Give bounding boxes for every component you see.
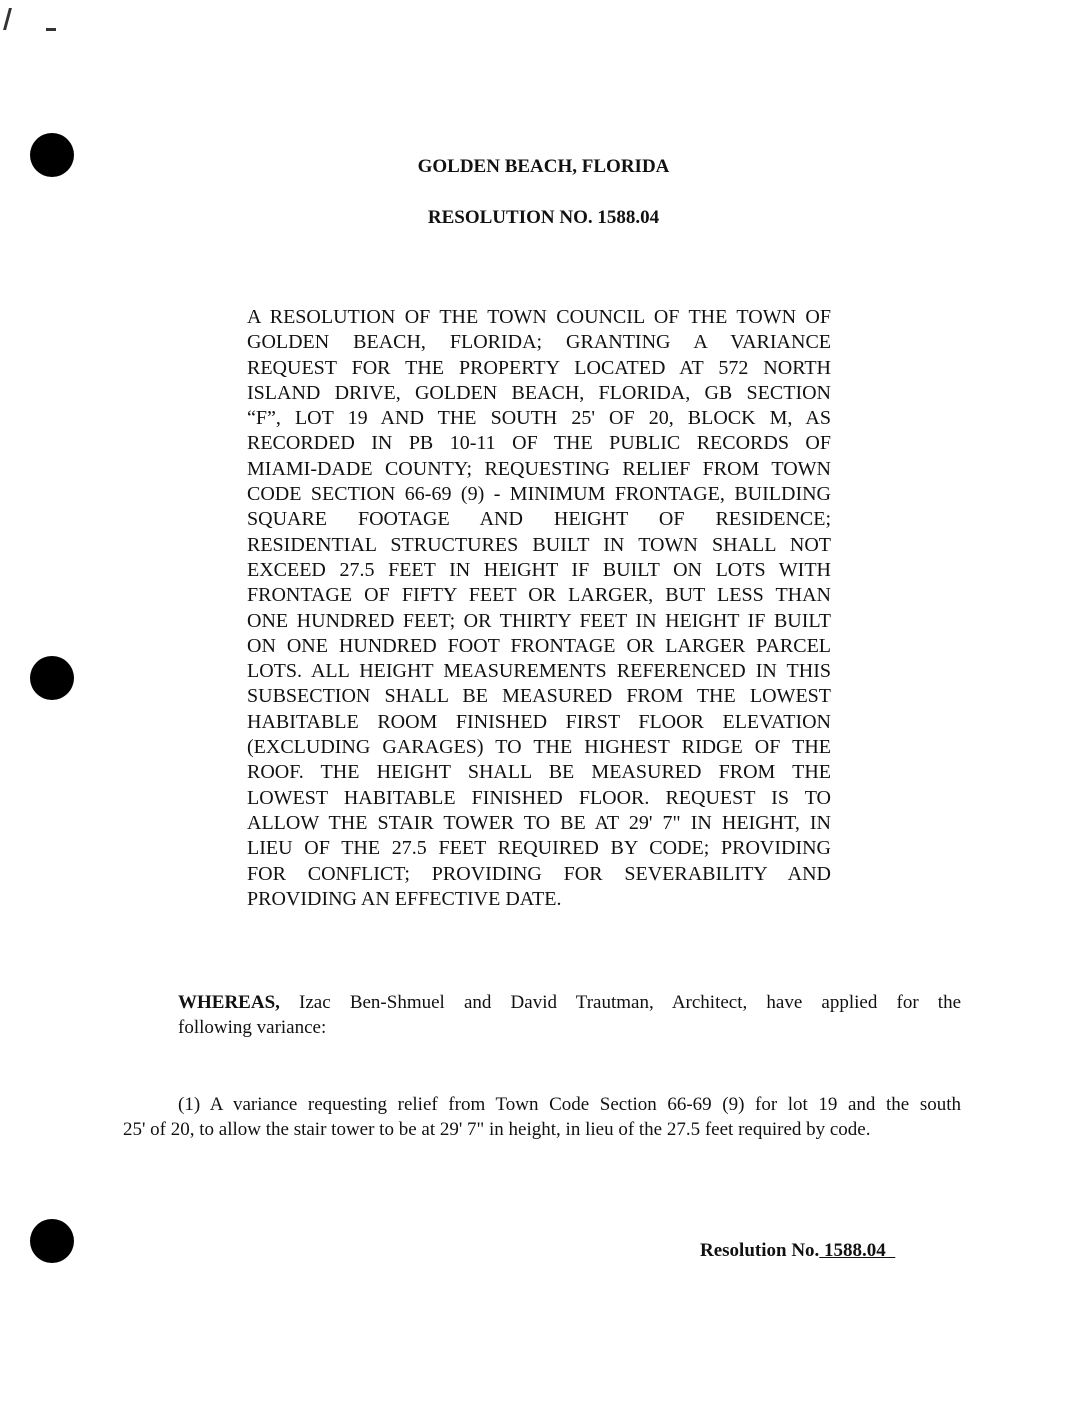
resolution-number-heading: RESOLUTION NO. 1588.04: [427, 207, 660, 228]
summary-line: LIEU OF THE 27.5 FEET REQUIRED BY CODE; PROVIDING: [247, 837, 831, 860]
document-title: GOLDEN BEACH, FLORIDA: [417, 156, 670, 177]
summary-line: EXCEED 27.5 FEET IN HEIGHT IF BUILT ON LOTS WITH: [247, 558, 831, 581]
whereas-text: Izac Ben-Shmuel and David Trautman, Architect, have applied for the: [299, 992, 962, 1013]
resolution-summary: [247, 305, 831, 912]
variance-item-line-1: (1) A variance requesting relief from Town Code Section 66-69 (9) for lot 19 and the south: [178, 1094, 961, 1115]
scan-mark: [3, 8, 12, 30]
summary-line: SUBSECTION SHALL BE MEASURED FROM THE LOWEST: [247, 685, 831, 708]
variance-item-line-2: 25' of 20, to allow the stair tower to be at 29' 7" in height, in lieu of the 27.5 feet required by code.: [123, 1119, 871, 1140]
scan-mark: [46, 28, 56, 31]
summary-line: ONE HUNDRED FEET; OR THIRTY FEET IN HEIGHT IF BUILT: [247, 609, 831, 632]
summary-line: RESIDENTIAL STRUCTURES BUILT IN TOWN SHALL NOT: [247, 533, 831, 556]
summary-line: A RESOLUTION OF THE TOWN COUNCIL OF THE TOWN OF: [247, 306, 831, 328]
variance-item: [123, 1092, 961, 1142]
summary-line: LOTS. ALL HEIGHT MEASUREMENTS REFERENCED IN THIS: [247, 660, 831, 683]
summary-line: PROVIDING AN EFFECTIVE DATE.: [247, 887, 562, 910]
whereas-text-2: following variance:: [178, 1017, 327, 1038]
punch-hole: [30, 1219, 74, 1263]
summary-line: FOR CONFLICT; PROVIDING FOR SEVERABILITY AND: [247, 862, 831, 885]
punch-hole: [30, 656, 74, 700]
summary-line: ALLOW THE STAIR TOWER TO BE AT 29' 7" IN HEIGHT, IN: [247, 811, 831, 834]
summary-line: GOLDEN BEACH, FLORIDA; GRANTING A VARIANCE: [247, 331, 831, 354]
summary-line: MIAMI-DADE COUNTY; REQUESTING RELIEF FROM TOWN: [247, 457, 831, 480]
summary-line: CODE SECTION 66-69 (9) - MINIMUM FRONTAGE, BUILDING: [247, 483, 831, 506]
summary-line: ISLAND DRIVE, GOLDEN BEACH, FLORIDA, GB SECTION: [247, 381, 831, 404]
summary-line: SQUARE FOOTAGE AND HEIGHT OF RESIDENCE;: [247, 508, 831, 531]
summary-line: “F”, LOT 19 AND THE SOUTH 25' OF 20, BLOCK M, AS: [247, 407, 831, 430]
summary-line: HABITABLE ROOM FINISHED FIRST FLOOR ELEVATION: [247, 710, 831, 733]
summary-line: FRONTAGE OF FIFTY FEET OR LARGER, BUT LESS THAN: [247, 584, 831, 607]
whereas-paragraph: [178, 990, 961, 1040]
footer-number: 1588.04: [824, 1240, 886, 1261]
whereas-keyword: WHEREAS,: [178, 992, 280, 1013]
summary-line: RECORDED IN PB 10-11 OF THE PUBLIC RECORDS OF: [247, 432, 831, 455]
footer-resolution: [700, 1240, 895, 1262]
summary-line: REQUEST FOR THE PROPERTY LOCATED AT 572 NORTH: [247, 356, 831, 379]
summary-line: (EXCLUDING GARAGES) TO THE HIGHEST RIDGE OF THE: [247, 736, 831, 759]
summary-line: ROOF. THE HEIGHT SHALL BE MEASURED FROM THE: [247, 761, 831, 784]
footer-label: Resolution No.: [700, 1240, 820, 1261]
summary-line: ON ONE HUNDRED FOOT FRONTAGE OR LARGER PARCEL: [247, 634, 831, 657]
summary-line: LOWEST HABITABLE FINISHED FLOOR. REQUEST IS TO: [247, 786, 831, 809]
